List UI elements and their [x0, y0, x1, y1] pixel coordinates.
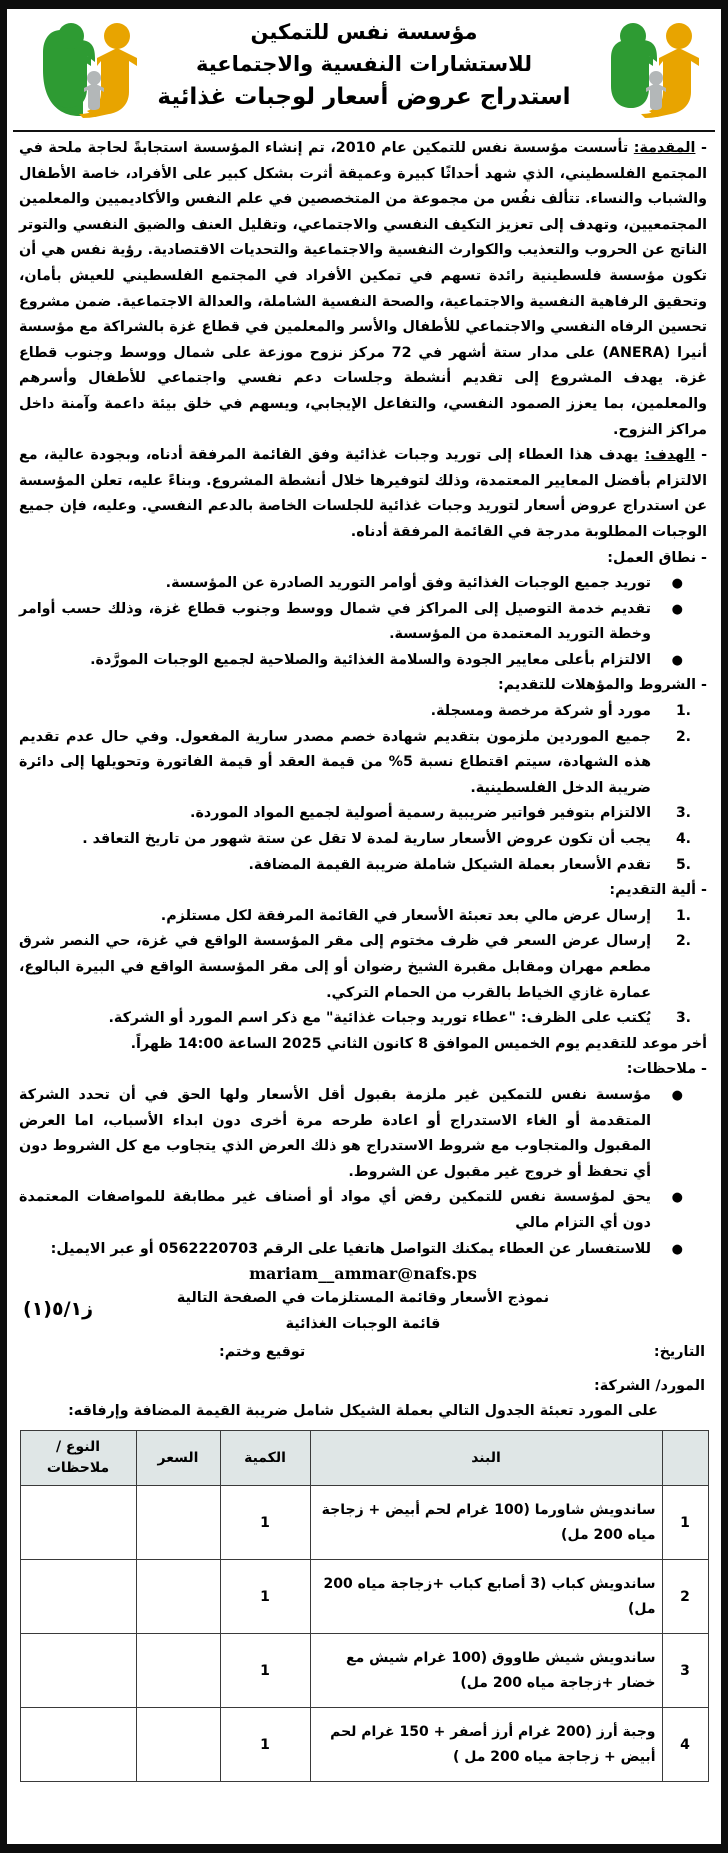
submission-text: يُكتب على الظرف: "عطاء توريد وجبات غذائية" مع ذكر اسم المورد أو الشركة. — [108, 1010, 651, 1027]
row-price-input[interactable] — [136, 1634, 220, 1708]
table-header-row — [20, 1431, 708, 1486]
scope-heading: - نطاق العمل: — [607, 549, 707, 566]
nafs-organization-logo — [17, 18, 149, 122]
org-title-line2: للاستشارات النفسية والاجتماعية — [196, 52, 532, 76]
row-index: 4 — [662, 1708, 708, 1782]
signature-stamp-label: توقيع وختم: — [219, 1344, 306, 1361]
row-quantity: 1 — [220, 1634, 310, 1708]
list-item — [19, 1006, 691, 1032]
list-number: 2. — [675, 933, 691, 950]
scope-item-text: توريد جميع الوجبات الغذائية وفق أوامر التوريد الصادرة عن المؤسسة. — [165, 575, 651, 592]
table-row — [20, 1708, 708, 1782]
intro-label: المقدمة: — [633, 140, 696, 156]
row-price-input[interactable] — [136, 1708, 220, 1782]
document-body — [13, 136, 715, 1424]
row-price-input[interactable] — [136, 1486, 220, 1560]
form-titles — [19, 1286, 707, 1337]
bullet-icon: ● — [671, 652, 683, 668]
signature-row — [19, 1344, 707, 1374]
list-item — [19, 597, 683, 648]
list-item — [19, 904, 691, 930]
row-item: ساندويش شيش طاووق (100 غرام شيش مع خضار +زجاجة مياه 200 مل) — [310, 1634, 662, 1708]
list-number: 3. — [675, 805, 691, 822]
list-number: 2. — [675, 728, 691, 745]
bullet-icon: ● — [671, 601, 683, 617]
table-header — [20, 1431, 708, 1486]
next-page-note: نموذج الأسعار وقائمة المستلزمات في الصفحة التالية — [176, 1290, 550, 1307]
note-text: للاستفسار عن العطاء يمكنك التواصل هاتفيا على الرقم 0562220703 أو عبر الايميل: — [50, 1240, 651, 1257]
scope-item-text: تقديم خدمة التوصيل إلى المراكز في شمال ووسط وجنوب قطاع غزة، وذلك حسب أوامر وخطة التوريد المعتمدة من المؤسسة. — [19, 600, 651, 643]
list-item — [19, 648, 683, 674]
row-index: 3 — [662, 1634, 708, 1708]
list-item — [19, 1237, 683, 1263]
form-reference-row — [19, 1286, 707, 1338]
bullet-icon: ● — [671, 1087, 683, 1103]
objective-dash: - — [701, 447, 708, 464]
list-item — [19, 929, 691, 1006]
row-item: ساندويش كباب (3 أصابع كباب +زجاجة مياه 200 مل) — [310, 1560, 662, 1634]
table-row — [20, 1486, 708, 1560]
requirement-text: تقدم الأسعار بعملة الشيكل شاملة ضريبة القيمة المضافة. — [248, 856, 651, 873]
table-body — [20, 1486, 708, 1782]
list-item — [19, 699, 691, 725]
row-index: 2 — [662, 1560, 708, 1634]
table-row — [20, 1634, 708, 1708]
note-text: مؤسسة نفس للتمكين غير ملزمة بقبول أقل الأسعار ولها الحق في أن تحدد الشركة المتقدمة أو الغاء الاستدراج أو اعادة طرحه مرة أخرى دون ابداء الأسباب، اما العرض المقبول والمتجاوب مع شروط الاستدراج هو ذلك العرض الذي يتجاوب مع كل الشروط دون أي تحفظ أو خروج غير مقبول عن الشروط. — [19, 1086, 651, 1180]
objective-text: يهدف هذا العطاء إلى توريد وجبات غذائية وفق القائمة المرفقة أدناه، وبجودة عالية، مع الالتزام بأفضل المعايير المعتمدة، وذلك لتوفيرها خلال أنشطة المشروع. وبناءً عليه، تعلن المؤسسة عن استدراج عروض أسعار لتوريد وجبات غذائية للجلسات الخاصة بالدعم النفسي. وعليه، فإن جميع الوجبات المطلوبة مدرجة في القائمة المرفقة أدناه. — [19, 447, 707, 540]
table-row — [20, 1560, 708, 1634]
date-label: التاريخ: — [653, 1344, 705, 1361]
row-quantity: 1 — [220, 1560, 310, 1634]
submission-text: إرسال عرض السعر في ظرف مختوم إلى مقر المؤسسة الواقع في غزة، حي النصر شرق مطعم مهران ومقابل مقبرة الشيخ رضوان أو إلى مقر المؤسسة الواقع في البيرة البالوع، عمارة غازي الخياط بالقرب من الحمام التركي. — [19, 933, 651, 1001]
objective-paragraph — [19, 443, 707, 545]
list-number: 4. — [675, 831, 691, 848]
row-quantity: 1 — [220, 1708, 310, 1782]
requirement-text: الالتزام بتوفير فواتير ضريبية رسمية أصولية لجميع المواد الموردة. — [190, 805, 651, 822]
bullet-icon: ● — [671, 1190, 683, 1206]
row-index: 1 — [662, 1486, 708, 1560]
header-titles — [153, 16, 575, 114]
list-number: 5. — [675, 856, 691, 873]
list-item — [19, 853, 691, 879]
list-item — [19, 801, 691, 827]
list-item — [19, 571, 683, 597]
col-header-item: البند — [310, 1431, 662, 1486]
list-item — [19, 1185, 683, 1236]
list-item — [19, 725, 691, 802]
table-instruction: على المورد تعبئة الجدول التالي بعملة الشيكل شامل ضريبة القيمة المضافة وإرفاقه: — [68, 1403, 658, 1420]
intro-paragraph — [19, 136, 707, 443]
intro-dash: - — [701, 140, 707, 156]
requirement-text: جميع الموردين ملزمون بتقديم شهادة خصم مصدر سارية المفعول. وفي حال عدم تقديم هذه الشهادة، سيتم اقتطاع نسبة 5% من قيمة العقد أو قيمة الفاتورة وتحويلها إلى دائرة ضريبة الدخل الفلسطينية. — [19, 728, 651, 796]
contact-email[interactable]: mariam__ammar@nafs.ps — [249, 1264, 477, 1284]
notes-heading: - ملاحظات: — [626, 1061, 707, 1078]
row-item: ساندويش شاورما (100 غرام لحم أبيض + زجاجة مياه 200 مل) — [310, 1486, 662, 1560]
list-item — [19, 1083, 683, 1185]
page-content — [7, 9, 721, 1844]
requirements-heading: - الشروط والمؤهلات للتقديم: — [497, 677, 707, 694]
intro-text: تأسست مؤسسة نفس للتمكين عام 2010، تم إنشاء المؤسسة استجابةً لحاجة ملحة في المجتمع الفلسطيني، الذي شهد أحداثًا كبيرة وعميقة أثرت بشكل كبير على الأفراد، خاصة الأطفال والشباب والنساء. تتألف نفُس من مجموعة من المتخصصين في علم النفس والأكاديميين والمعلمين المجتمعيين، وتهدف إلى تعزيز التكيف النفسي والاجتماعي، وتقليل العنف والضيق النفسي والتوتر الناتج عن الحروب والتعذيب والكوارث النفسية والاجتماعية والتحديات الاقتصادية. رؤية نفس هي أن تكون مؤسسة فلسطينية رائدة تسهم في تمكين الأفراد في المجتمع الفلسطيني للعيش بأمان، وتحقيق الرفاهية النفسية والاجتماعية، والصحة النفسية الشاملة، والعدالة الاجتماعية. ضمن مشروع تحسين الرفاه النفسي والاجتماعي للأطفال والأسر والمعلمين في قطاع غزة بالشراكة مع مؤسسة أنيرا (ANERA) على مدار ستة أشهر في 72 مركز نزوح موزعة على شمال ووسط وجنوب قطاع غزة. يهدف المشروع إلى تقديم أنشطة وجلسات دعم نفسي واجتماعي للأطفال وأسرهم والمعلمين، بما يعزز الصمود النفسي، والتفاعل الإيجابي، ويسهم في خلق بيئة داعمة وآمنة داخل مراكز النزوح. — [19, 140, 707, 438]
page-title: استدراج عروض أسعار لوجبات غذائية — [157, 84, 571, 110]
scope-list — [19, 571, 707, 673]
col-header-type-notes: النوع / ملاحظات — [20, 1431, 136, 1486]
requirement-text: يجب أن تكون عروض الأسعار سارية لمدة لا تقل عن ستة شهور من تاريخ التعاقد . — [82, 831, 651, 848]
row-item: وجبة أرز (200 غرام أرز أصفر + 150 غرام لحم أبيض + زجاجة مياه 200 مل ) — [310, 1708, 662, 1782]
meals-price-table — [20, 1430, 709, 1782]
col-header-quantity: الكمية — [220, 1431, 310, 1486]
submission-heading: - ألية التقديم: — [609, 882, 707, 899]
row-price-input[interactable] — [136, 1560, 220, 1634]
scope-item-text: الالتزام بأعلى معايير الجودة والسلامة الغذائية والصلاحية لجميع الوجبات المورَّدة. — [90, 651, 651, 668]
requirement-text: مورد أو شركة مرخصة ومسجلة. — [430, 703, 651, 720]
meals-list-title: قائمة الوجبات الغذائية — [285, 1315, 441, 1332]
bullet-icon: ● — [671, 576, 683, 592]
row-type-notes-input[interactable] — [20, 1708, 136, 1782]
nafs-organization-logo — [579, 18, 711, 122]
requirements-list — [19, 699, 707, 878]
org-title-line1: مؤسسة نفس للتمكين — [250, 20, 478, 44]
supplier-company-label: المورد/ الشركة: — [594, 1378, 705, 1395]
note-text: يحق لمؤسسة نفس للتمكين رفض أي مواد أو أصناف غير مطابقة للمواصفات المعتمدة دون أي التزام مالي — [19, 1189, 651, 1231]
notes-list — [19, 1083, 707, 1262]
document-header — [13, 12, 715, 132]
list-item — [19, 827, 691, 853]
list-number: 1. — [675, 907, 691, 924]
submission-list — [19, 904, 707, 1032]
row-type-notes-input[interactable] — [20, 1560, 136, 1634]
col-header-price: السعر — [136, 1431, 220, 1486]
submission-text: إرسال عرض مالي بعد تعبئة الأسعار في القائمة المرفقة لكل مستلزم. — [160, 907, 651, 924]
bullet-icon: ● — [671, 1241, 683, 1257]
row-quantity: 1 — [220, 1486, 310, 1560]
list-number: 3. — [675, 1010, 691, 1027]
row-type-notes-input[interactable] — [20, 1486, 136, 1560]
submission-deadline: أخر موعد للتقديم يوم الخميس الموافق 8 كانون الثاني 2025 الساعة 14:00 ظهراً. — [130, 1035, 707, 1052]
reference-code: ز٥/١(١) — [23, 1298, 94, 1321]
row-type-notes-input[interactable] — [20, 1634, 136, 1708]
col-header-index — [662, 1431, 708, 1486]
objective-label: الهدف: — [644, 447, 695, 464]
list-number: 1. — [675, 703, 691, 720]
